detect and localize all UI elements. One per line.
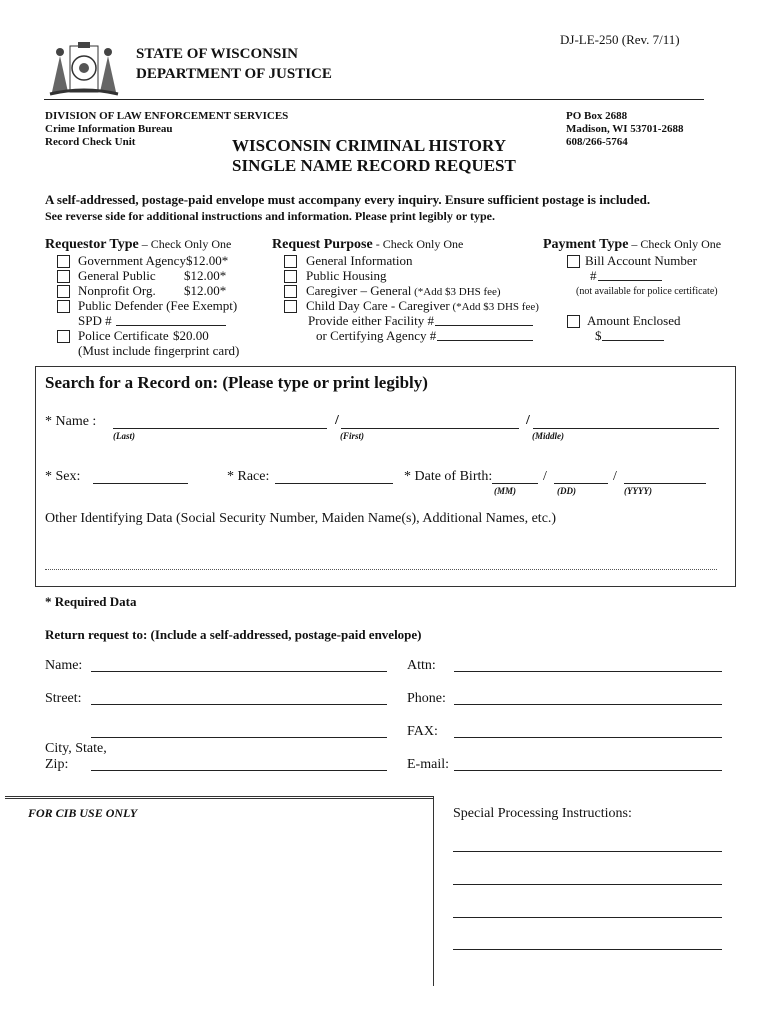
department-name: DEPARTMENT OF JUSTICE [136,66,332,82]
requestor-government-label [78,253,228,269]
required-data-note: * Required Data [45,594,137,609]
dob-label: * Date of Birth: [404,469,493,484]
mm-caption: (MM) [494,486,516,496]
requestor-nonprofit-checkbox[interactable] [57,285,70,298]
purpose-child-day-care-text: Child Day Care - Caregiver [306,298,450,313]
state-seal-icon [46,40,122,98]
dd-caption: (DD) [557,486,576,496]
special-processing-label: Special Processing Instructions: [453,806,632,821]
other-identifying-field[interactable] [45,569,717,570]
form-title-line2: SINGLE NAME RECORD REQUEST [232,156,516,175]
not-available-note: (not available for police certificate) [576,286,718,297]
requestor-government-fee: $12.00* [185,253,229,268]
certifying-agency-label: or Certifying Agency # [316,328,437,343]
purpose-public-housing-checkbox[interactable] [284,270,297,283]
requestor-nonprofit-fee: $12.00* [184,283,227,298]
amount-enclosed-field[interactable] [602,340,664,341]
purpose-caregiver-general-checkbox[interactable] [284,285,297,298]
payment-type-note: – Check Only One [628,237,722,251]
payment-type-title: Payment Type [543,237,629,252]
return-city-label: City, State, [45,741,107,756]
requestor-public-defender-text: Public Defender (Fee Exempt) [78,298,238,313]
requestor-government-text: Government Agency [78,253,186,268]
requestor-police-certificate-checkbox[interactable] [57,330,70,343]
dob-slash-2: / [613,469,617,484]
spd-number-label: SPD # [78,313,112,328]
requestor-type-note: – Check Only One [138,237,232,251]
header-rule [44,99,704,100]
instructions-line2: See reverse side for additional instructions and information. Please print legibly or type. [45,209,495,223]
payment-amount-enclosed-checkbox[interactable] [567,315,580,328]
return-email-field[interactable] [454,770,722,771]
special-processing-line-2[interactable] [453,884,722,885]
return-phone-label: Phone: [407,691,446,706]
requestor-nonprofit-text: Nonprofit Org. [78,283,156,298]
name-label: * Name : [45,414,97,429]
race-label: * Race: [227,469,270,484]
last-name-field[interactable] [113,428,327,429]
return-fax-field[interactable] [454,737,722,738]
requestor-type-heading [45,237,231,253]
return-city-zip-field[interactable] [91,770,387,771]
purpose-child-day-care-checkbox[interactable] [284,300,297,313]
return-street-label: Street: [45,691,82,706]
requestor-police-certificate-text: Police Certificate [78,328,169,343]
division-name: DIVISION OF LAW ENFORCEMENT SERVICES [45,110,289,122]
sex-field[interactable] [93,483,188,484]
state-name: STATE OF WISCONSIN [136,46,298,62]
address-line2: Madison, WI 53701-2688 [566,123,684,135]
bill-account-hash: # [590,268,597,283]
return-attn-label: Attn: [407,658,436,673]
last-caption: (Last) [113,431,135,441]
purpose-child-day-care-label [306,298,539,314]
purpose-general-information-text: General Information [306,253,413,268]
return-phone-field[interactable] [454,704,722,705]
return-name-field[interactable] [91,671,387,672]
return-request-title: Return request to: (Include a self-addressed, postage-paid envelope) [45,627,422,642]
purpose-caregiver-general-note: (*Add $3 DHS fee) [411,286,501,298]
dob-month-field[interactable] [492,483,538,484]
return-zip-label: Zip: [45,757,69,772]
address-line1: PO Box 2688 [566,110,628,122]
form-number: DJ-LE-250 (Rev. 7/11) [560,32,680,47]
special-processing-line-3[interactable] [453,917,722,918]
special-processing-line-1[interactable] [453,851,722,852]
cib-use-only-label: FOR CIB USE ONLY [28,806,138,820]
facility-number-field[interactable] [435,325,533,326]
dob-slash-1: / [543,469,547,484]
dob-day-field[interactable] [554,483,608,484]
fingerprint-note: (Must include fingerprint card) [78,343,240,358]
return-name-label: Name: [45,658,83,673]
first-caption: (First) [340,431,365,441]
other-identifying-label: Other Identifying Data (Social Security Number, Maiden Name(s), Additional Names, etc.) [45,511,557,526]
return-street-field[interactable] [91,704,387,705]
middle-caption: (Middle) [532,431,564,441]
return-fax-label: FAX: [407,724,438,739]
name-slash-1: / [335,413,339,428]
bill-account-number-field[interactable] [598,280,662,281]
payment-type-heading [543,237,721,253]
form-title-line1: WISCONSIN CRIMINAL HISTORY [232,136,506,155]
payment-amount-enclosed-text: Amount Enclosed [587,313,681,328]
spd-number-field[interactable] [116,325,226,326]
name-slash-2: / [526,413,530,428]
sex-label: * Sex: [45,469,81,484]
middle-name-field[interactable] [533,428,719,429]
requestor-public-defender-checkbox[interactable] [57,300,70,313]
search-record-box [35,366,736,587]
requestor-type-title: Requestor Type [45,237,139,252]
race-field[interactable] [275,483,393,484]
requestor-government-checkbox[interactable] [57,255,70,268]
dob-year-field[interactable] [624,483,706,484]
search-record-title: Search for a Record on: (Please type or print legibly) [45,373,428,392]
first-name-field[interactable] [341,428,519,429]
return-attn-field[interactable] [454,671,722,672]
certifying-agency-field[interactable] [437,340,533,341]
requestor-general-public-fee: $12.00* [184,268,227,283]
requestor-general-public-text: General Public [78,268,156,283]
return-email-label: E-mail: [407,757,449,772]
purpose-general-information-checkbox[interactable] [284,255,297,268]
requestor-police-certificate-fee: $20.00 [173,328,209,343]
purpose-caregiver-general-label [306,283,501,299]
purpose-caregiver-general-text: Caregiver – General [306,283,412,298]
request-purpose-note: - Check Only One [372,237,464,251]
purpose-public-housing-text: Public Housing [306,268,387,283]
purpose-child-day-care-note: (*Add $3 DHS fee) [449,301,539,313]
payment-bill-account-text: Bill Account Number [585,253,697,268]
phone-number: 608/266-5764 [566,136,628,148]
amount-dollar-sign: $ [595,328,602,343]
requestor-general-public-checkbox[interactable] [57,270,70,283]
return-street-line2-field[interactable] [91,737,387,738]
yyyy-caption: (YYYY) [624,486,652,496]
unit-name: Record Check Unit [45,136,136,148]
payment-bill-account-checkbox[interactable] [567,255,580,268]
cib-use-divider [433,796,434,986]
bureau-name: Crime Information Bureau [45,123,173,135]
request-purpose-title: Request Purpose [272,237,373,252]
special-processing-line-4[interactable] [453,949,722,950]
instructions-line1: A self-addressed, postage-paid envelope must accompany every inquiry. Ensure sufficient postage is included. [45,192,651,207]
facility-number-label: Provide either Facility # [308,313,435,328]
request-purpose-heading [272,237,463,253]
cib-use-rule [5,796,434,799]
